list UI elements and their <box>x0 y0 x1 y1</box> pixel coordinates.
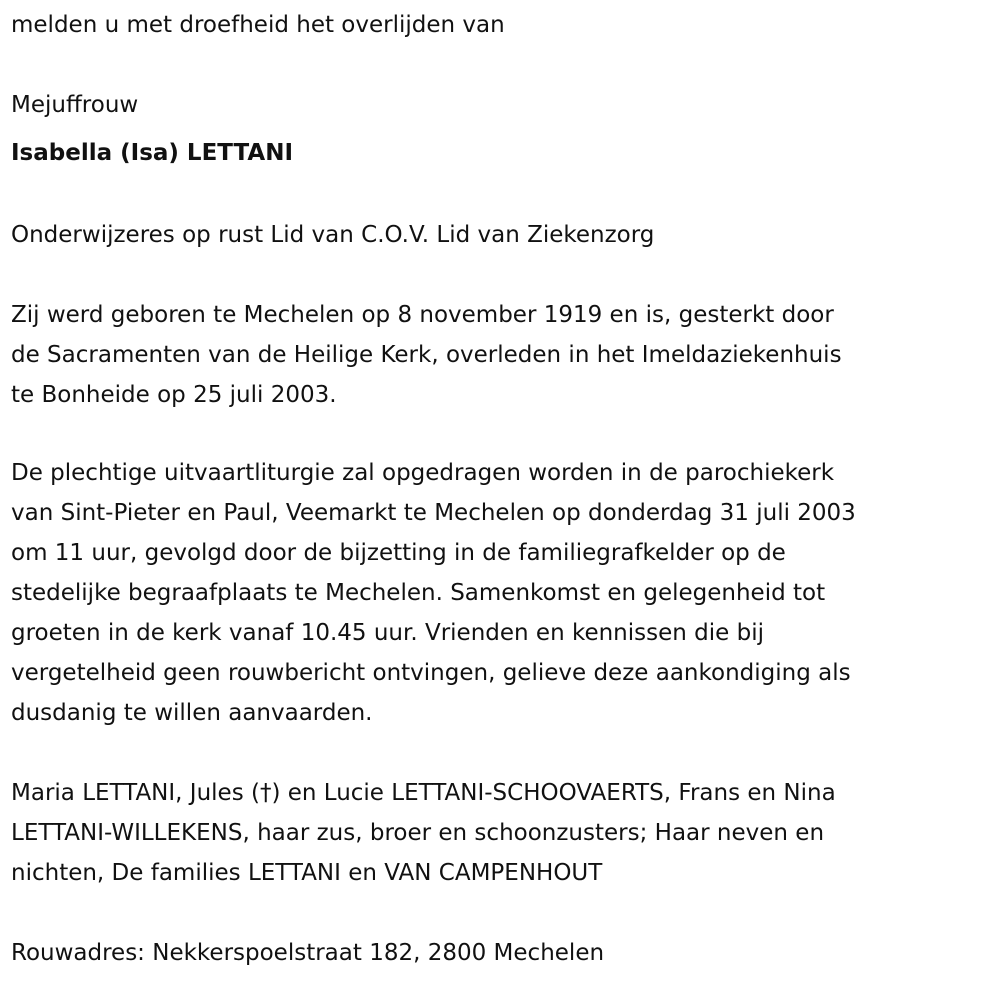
address-paragraph <box>11 933 1000 973</box>
text-line: stedelijke begraafplaats te Mechelen. Samenkomst en gelegenheid tot <box>11 580 826 606</box>
text-line: van Sint-Pieter en Paul, Veemarkt te Mechelen op donderdag 31 juli 2003 <box>11 500 856 526</box>
text-line: vergetelheid geen rouwbericht ontvingen, gelieve deze aankondiging als <box>11 660 851 686</box>
text-line: nichten, De families LETTANI en VAN CAMPENHOUT <box>11 860 603 886</box>
occupation-paragraph <box>11 215 1000 255</box>
birth-death-paragraph <box>11 295 1000 415</box>
text-line: de Sacramenten van de Heilige Kerk, overleden in het Imeldaziekenhuis <box>11 342 842 368</box>
text-line: Zij werd geboren te Mechelen op 8 november 1919 en is, gesterkt door <box>11 302 834 328</box>
text-line: groeten in de kerk vanaf 10.45 uur. Vrienden en kennissen die bij <box>11 620 764 646</box>
occupation-text: Onderwijzeres op rust Lid van C.O.V. Lid van Ziekenzorg <box>11 222 655 248</box>
title-paragraph <box>11 85 1000 125</box>
intro-paragraph <box>11 5 1000 45</box>
text-line: LETTANI-WILLEKENS, haar zus, broer en schoonzusters; Haar neven en <box>11 820 825 846</box>
text-line: dusdanig te willen aanvaarden. <box>11 700 373 726</box>
name-paragraph <box>11 133 1000 173</box>
honorific: Mejuffrouw <box>11 92 139 118</box>
funeral-paragraph <box>11 453 1000 733</box>
family-paragraph <box>11 773 1000 893</box>
text-line: De plechtige uitvaartliturgie zal opgedragen worden in de parochiekerk <box>11 460 835 486</box>
text-line: Maria LETTANI, Jules (†) en Lucie LETTANI-SCHOOVAERTS, Frans en Nina <box>11 780 836 806</box>
text-line: om 11 uur, gevolgd door de bijzetting in de familiegrafkelder op de <box>11 540 786 566</box>
intro-text: melden u met droefheid het overlijden van <box>11 12 505 38</box>
mourning-address: Rouwadres: Nekkerspoelstraat 182, 2800 Mechelen <box>11 940 605 966</box>
text-line: te Bonheide op 25 juli 2003. <box>11 382 337 408</box>
deceased-name: Isabella (Isa) LETTANI <box>11 140 294 166</box>
